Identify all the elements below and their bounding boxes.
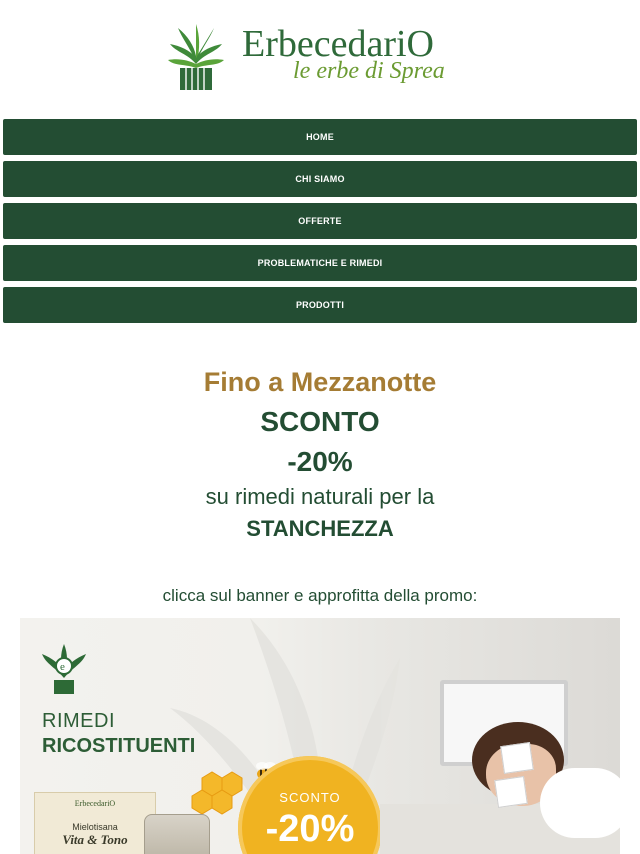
promo-sconto: SCONTO — [260, 406, 380, 437]
brand-wordmark — [242, 22, 445, 84]
main-nav — [0, 119, 640, 323]
promo-deadline: Fino a Mezzanotte — [203, 367, 437, 397]
brand-emblem-icon — [40, 644, 88, 696]
promo-banner[interactable] — [20, 618, 620, 854]
nav-item-chi-siamo[interactable]: CHI SIAMO — [3, 161, 637, 197]
product-box-brand: ErbecedariO — [74, 799, 116, 808]
brand-name: ErbecedariO — [242, 23, 434, 65]
eye-note-bottom — [494, 776, 528, 808]
promo-description: su rimedi naturali per la — [205, 484, 435, 509]
product-box-name: Vita & Tono — [62, 832, 128, 847]
nav-item-prodotti[interactable]: PRODOTTI — [3, 287, 637, 323]
nav-item-offerte[interactable]: OFFERTE — [3, 203, 637, 239]
email-header — [0, 0, 640, 119]
brand-logo[interactable] — [166, 22, 476, 94]
promo-cta-text: clicca sul banner e approfitta della promo: — [162, 586, 478, 605]
svg-text:e: e — [60, 661, 65, 673]
banner-title-2: RICOSTITUENTI — [42, 735, 196, 757]
promo-percent: -20% — [287, 446, 353, 477]
honey-jar — [144, 814, 210, 854]
badge-label: SCONTO — [279, 790, 341, 805]
product-box — [34, 792, 156, 854]
product-box-type: Mielotisana — [72, 822, 118, 832]
eye-note-top — [500, 742, 534, 774]
badge-value: -20% — [265, 808, 355, 850]
promo-topic: STANCHEZZA — [246, 516, 394, 541]
brand-tagline: le erbe di Sprea — [293, 58, 445, 84]
nav-item-home[interactable]: HOME — [3, 119, 637, 155]
leaf-bundle-icon — [166, 24, 226, 92]
nav-item-problematiche-e-rimedi[interactable]: PROBLEMATICHE E RIMEDI — [3, 245, 637, 281]
person-shoulder — [540, 768, 620, 838]
promo-text — [0, 366, 640, 544]
banner-title-1: RIMEDI — [42, 710, 115, 732]
